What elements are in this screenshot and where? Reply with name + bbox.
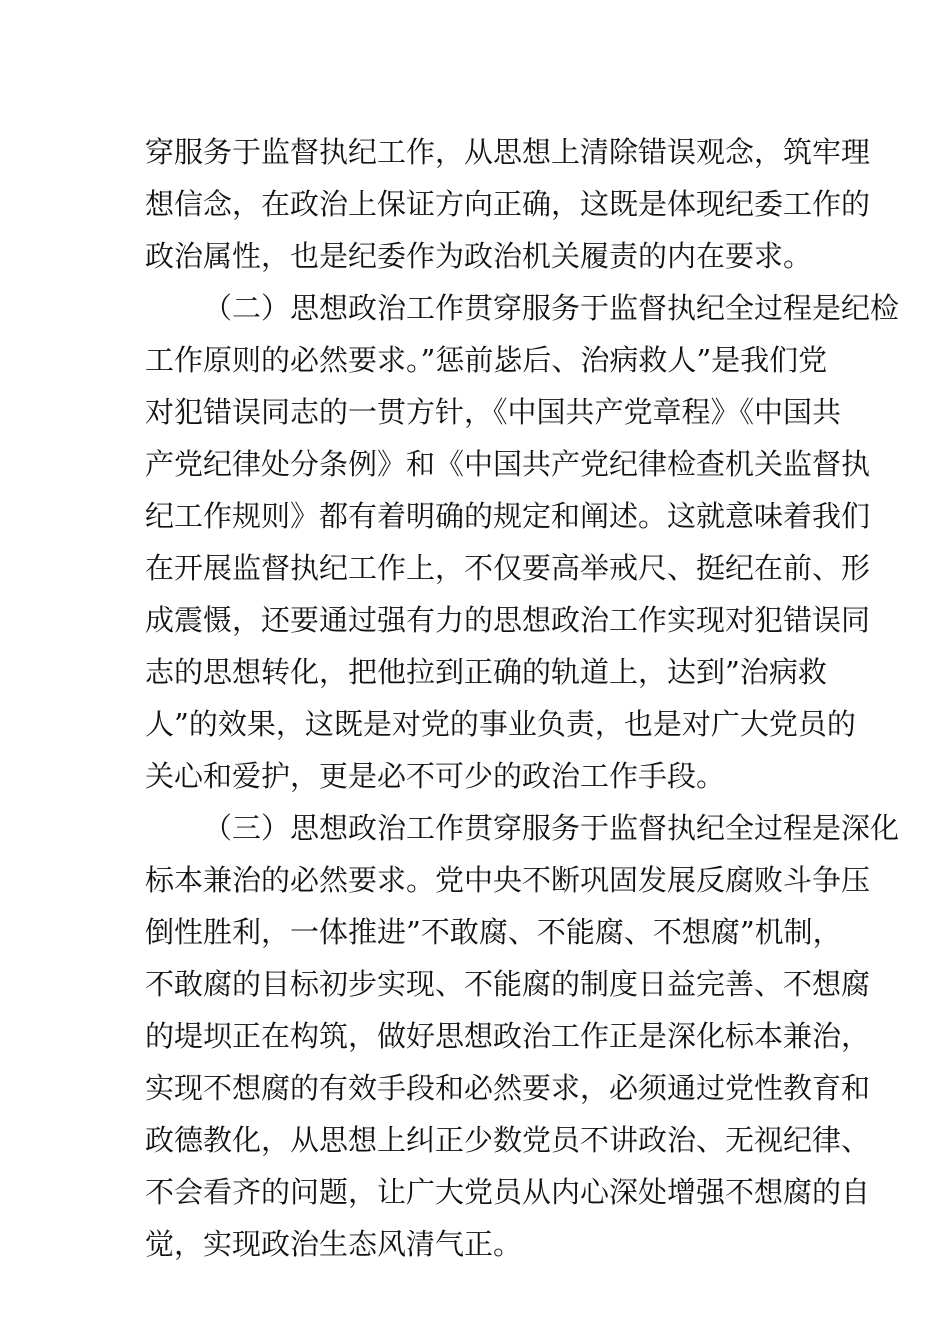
- text-line: 政德教化，从思想上纠正少数党员不讲政治、无视纪律、: [145, 1123, 871, 1157]
- text-line: 人”的效果，这既是对党的事业负责，也是对广大党员的: [145, 707, 856, 741]
- text-line: 政治属性，也是纪委作为政治机关履责的内在要求。: [145, 239, 813, 273]
- paragraph-3-heading-line: （三）思想政治工作贯穿服务于监督执纪全过程是深化: [203, 811, 900, 845]
- paragraph-2-heading-line: （二）思想政治工作贯穿服务于监督执纪全过程是纪检: [203, 291, 900, 325]
- text-line: 对犯错误同志的一贯方针，《中国共产党章程》《中国共: [145, 395, 842, 429]
- text-line: 想信念，在政治上保证方向正确，这既是体现纪委工作的: [145, 187, 871, 221]
- text-line: 志的思想转化，把他拉到正确的轨道上，达到”治病救: [145, 655, 827, 689]
- text-line: 的堤坝正在构筑，做好思想政治工作正是深化标本兼治，: [145, 1019, 871, 1053]
- text-line: 成震慑，还要通过强有力的思想政治工作实现对犯错误同: [145, 603, 871, 637]
- text-line: 倒性胜利，一体推进”不敢腐、不能腐、不想腐”机制，: [145, 915, 842, 949]
- text-line: 在开展监督执纪工作上，不仅要高举戒尺、挺纪在前、形: [145, 551, 871, 585]
- text-line: 不会看齐的问题，让广大党员从内心深处增强不想腐的自: [145, 1175, 871, 1209]
- text-line: 标本兼治的必然要求。党中央不断巩固发展反腐败斗争压: [145, 863, 871, 897]
- text-line: 不敢腐的目标初步实现、不能腐的制度日益完善、不想腐: [145, 967, 871, 1001]
- text-line: 穿服务于监督执纪工作，从思想上清除错误观念，筑牢理: [145, 135, 871, 169]
- text-line: 工作原则的必然要求。”惩前毖后、治病救人”是我们党: [145, 343, 828, 377]
- text-line: 实现不想腐的有效手段和必然要求，必须通过党性教育和: [145, 1071, 871, 1105]
- text-line: 关心和爱护，更是必不可少的政治工作手段。: [145, 759, 726, 793]
- text-line: 觉，实现政治生态风清气正。: [145, 1227, 523, 1261]
- text-line: 纪工作规则》都有着明确的规定和阐述。这就意味着我们: [145, 499, 871, 533]
- text-line: 产党纪律处分条例》和《中国共产党纪律检查机关监督执: [145, 447, 871, 481]
